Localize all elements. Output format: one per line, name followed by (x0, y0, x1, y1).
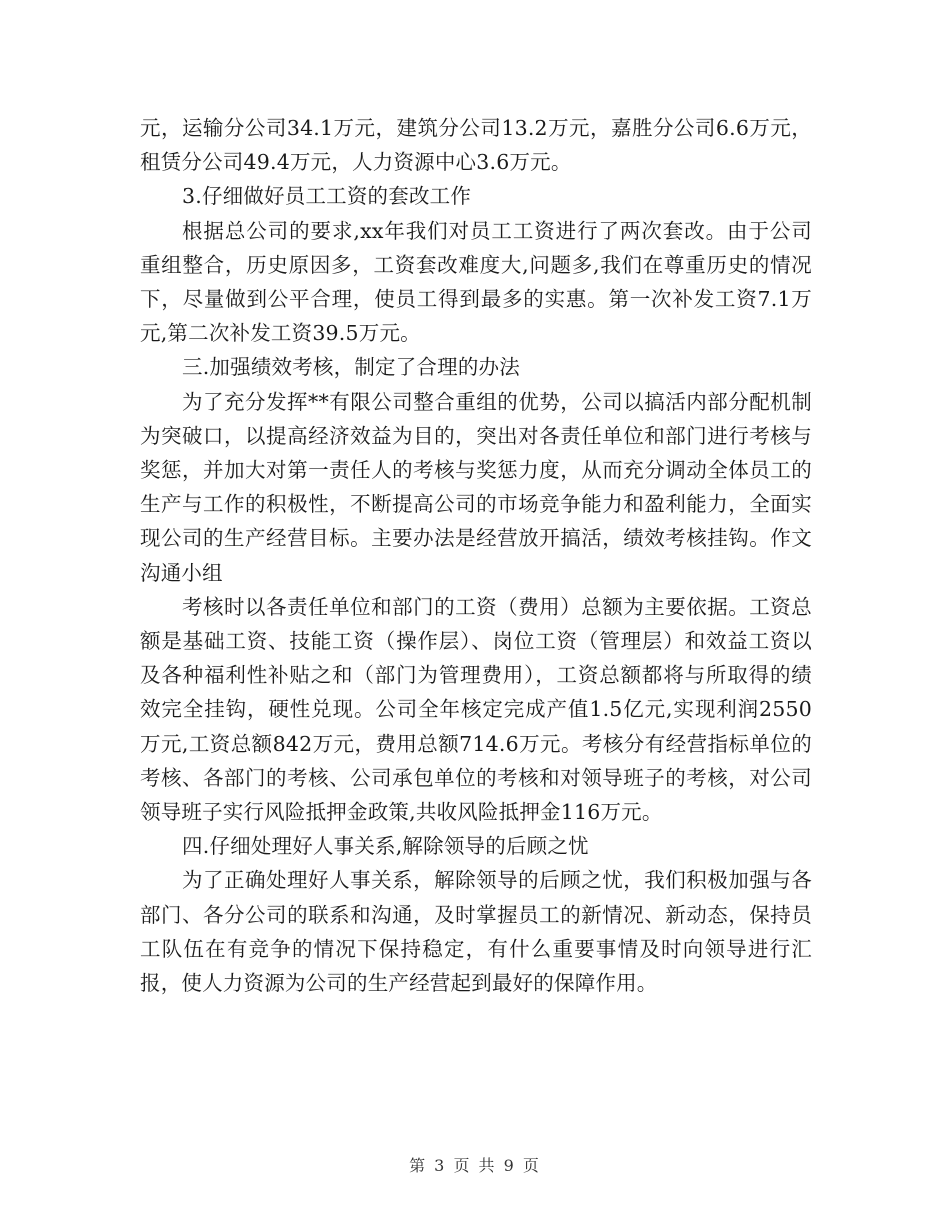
paragraph-performance-details: 考核时以各责任单位和部门的工资（费用）总额为主要依据。工资总额是基础工资、技能工资（操作层）、岗位工资（管理层）和效益工资以及各种福利性补贴之和（部门为管理费用），工资总额都将与所取得的绩效完全挂钩，硬性兑现。公司全年核定完成产值1.5亿元,实现利润2550万元,工资总额842万元，费用总额714.6万元。考核分有经营指标单位的考核、各部门的考核、公司承包单位的考核和对领导班子的考核，对公司领导班子实行风险抵押金政策,共收风险抵押金116万元。 (140, 594, 812, 825)
section-heading-personnel: 四.仔细处理好人事关系,解除领导的后顾之忧 (182, 834, 589, 859)
paragraph-personnel: 为了正确处理好人事关系，解除领导的后顾之忧，我们积极加强与各部门、各分公司的联系和沟通，及时掌握员工的新情况、新动态，保持员工队伍在有竞争的情况下保持稳定，有什么重要事情及时向领导进行汇报，使人力资源为公司的生产经营起到最好的保障作用。 (140, 868, 812, 996)
paragraph-performance-intro: 为了充分发挥**有限公司整合重组的优势，公司以搞活内部分配机制为突破口，以提高经济效益为目的，突出对各责任单位和部门进行考核与奖惩，并加大对第一责任人的考核与奖惩力度，从而充分调动全体员工的生产与工作的积极性，不断提高公司的市场竞争能力和盈利能力，全面实现公司的生产经营目标。主要办法是经营放开搞活，绩效考核挂钩。作文沟通小组 (140, 389, 812, 585)
paragraph-continuation: 元，运输分公司34.1万元，建筑分公司13.2万元，嘉胜分公司6.6万元，租赁分公司49.4万元，人力资源中心3.6万元。 (140, 116, 812, 175)
document-body (140, 111, 812, 1000)
page-number-footer: 第 3 页 共 9 页 (409, 1156, 541, 1175)
section-heading-performance: 三.加强绩效考核，制定了合理的办法 (182, 355, 520, 380)
section-heading-wage-reform: 3.仔细做好员工工资的套改工作 (182, 184, 472, 209)
paragraph-wage-reform: 根据总公司的要求,xx年我们对员工工资进行了两次套改。由于公司重组整合，历史原因多，工资套改难度大,问题多,我们在尊重历史的情况下，尽量做到公平合理，使员工得到最多的实惠。第一次补发工资7.1万元,第二次补发工资39.5万元。 (140, 218, 812, 346)
